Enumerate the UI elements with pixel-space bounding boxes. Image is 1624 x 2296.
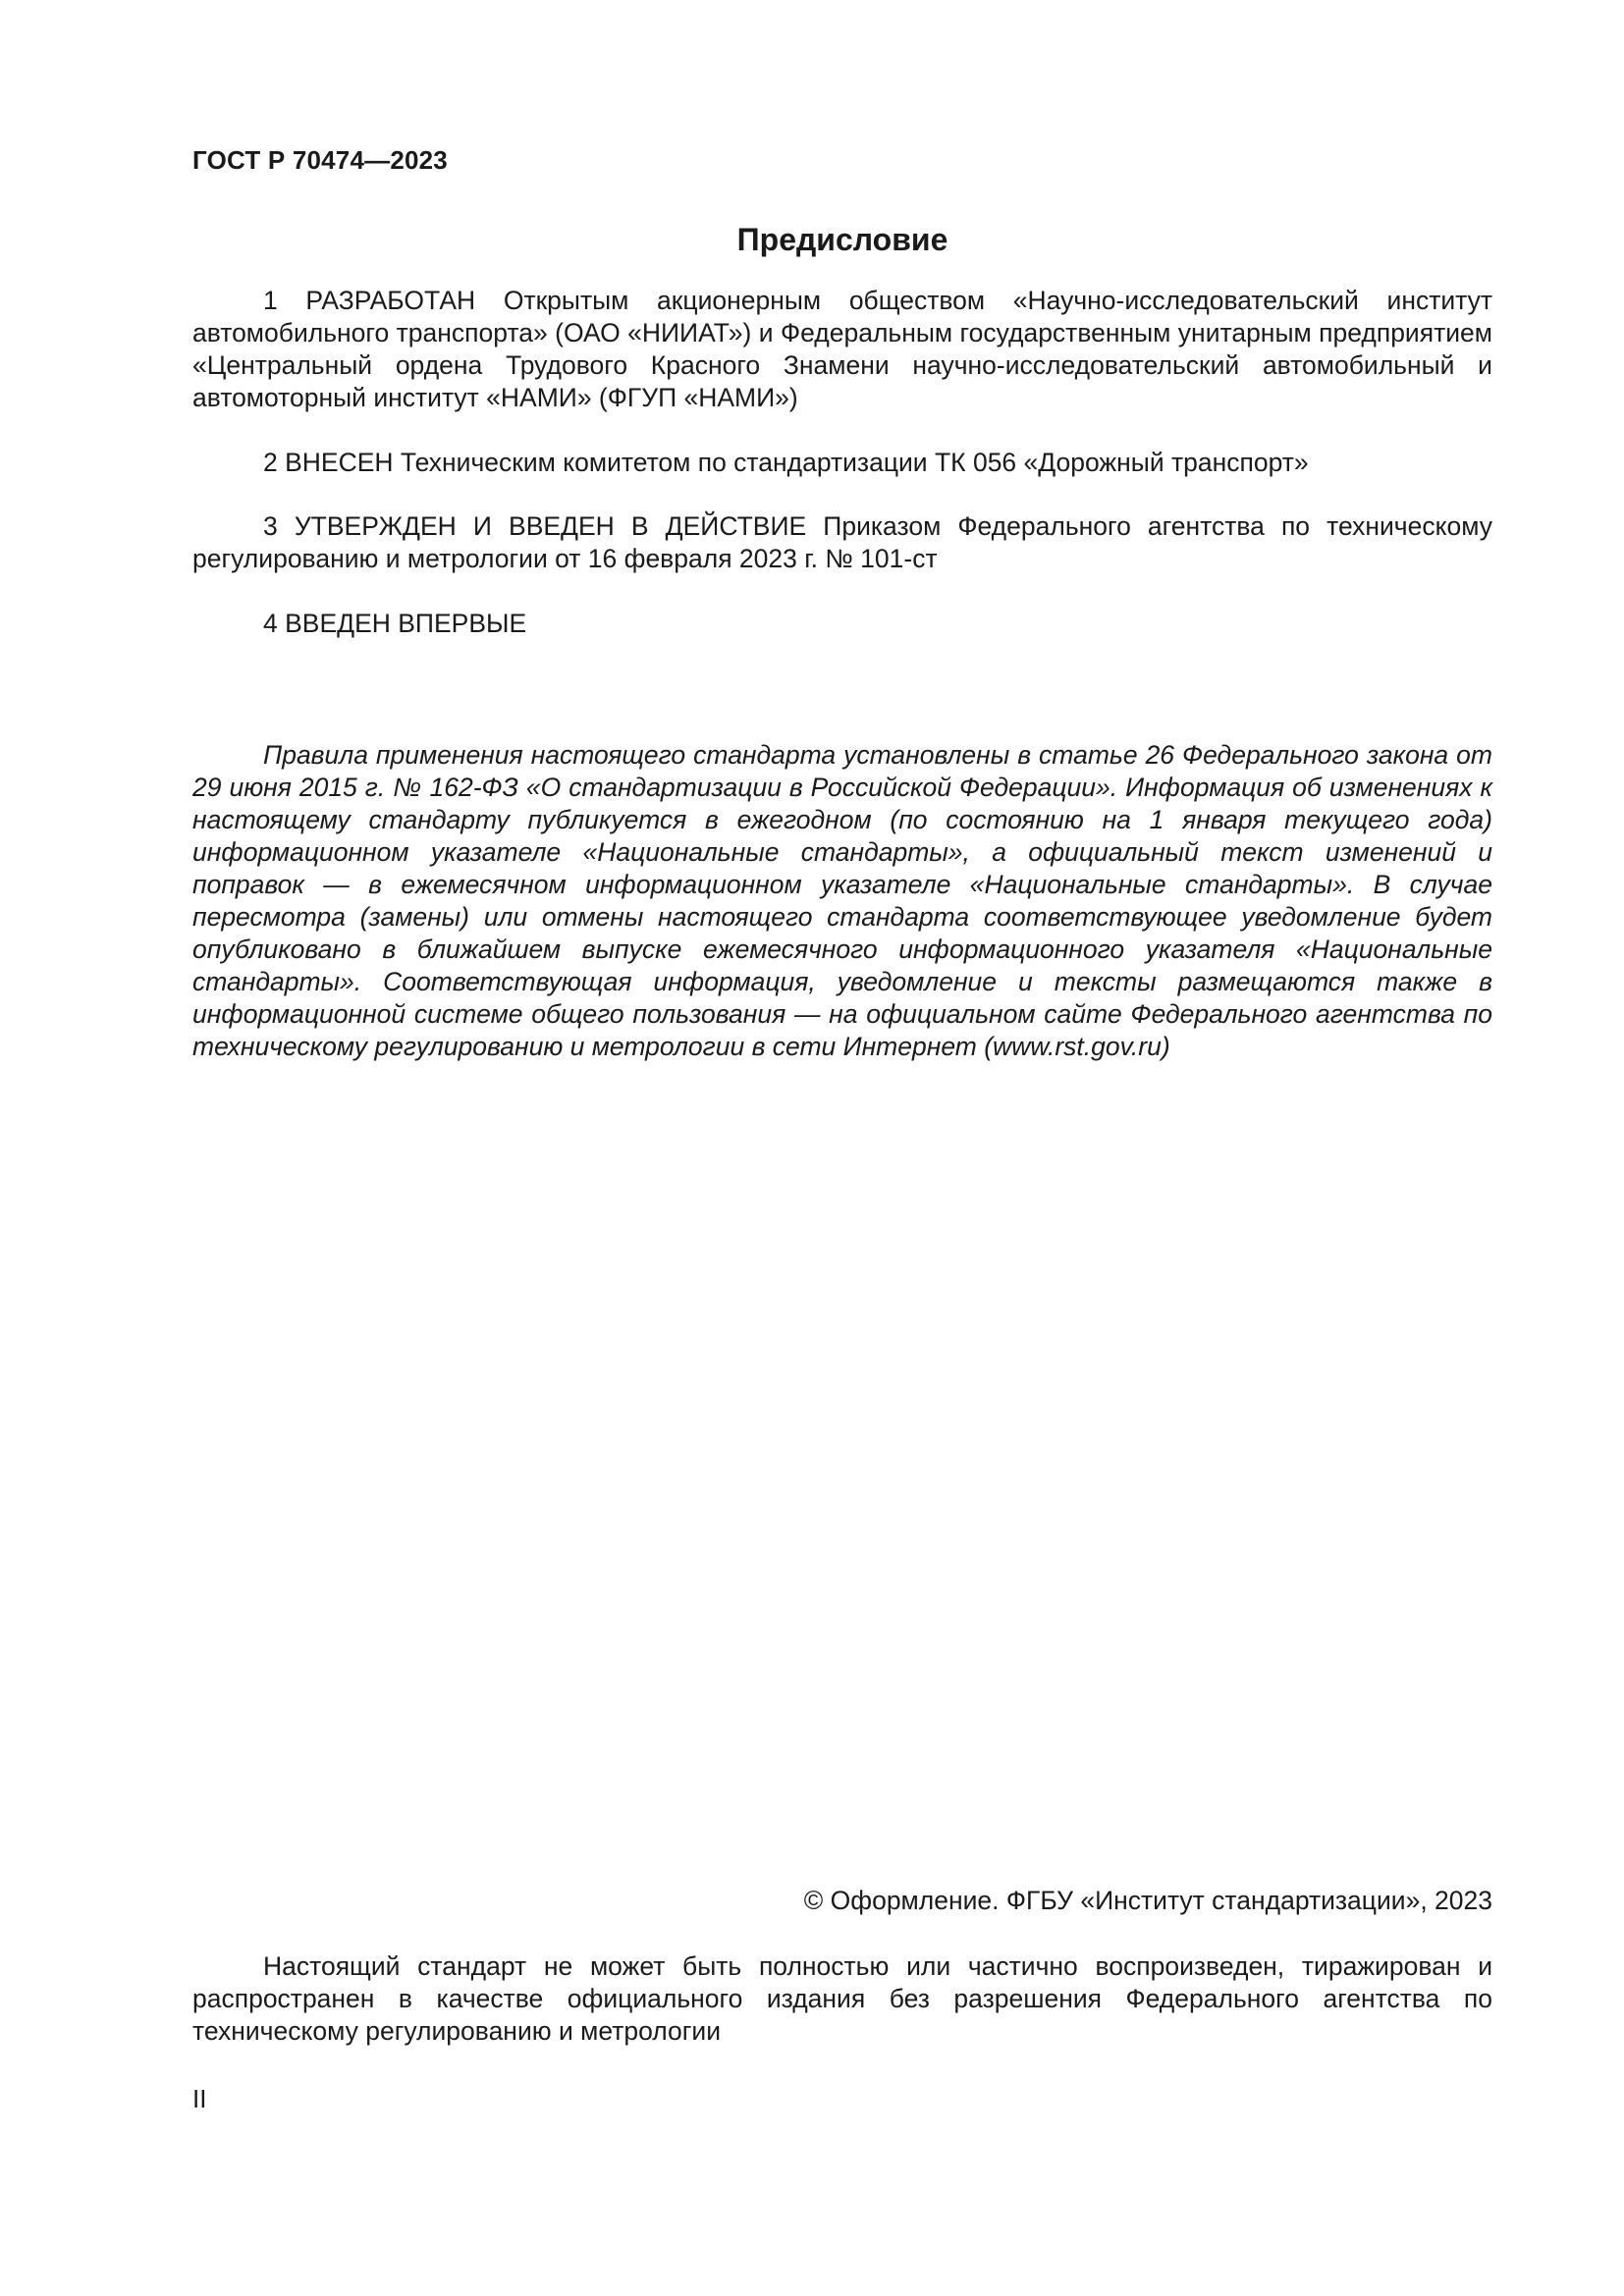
copyright-line: © Оформление. ФГБУ «Институт стандартизации», 2023 <box>803 1886 1492 1915</box>
standard-code-header: ГОСТ Р 70474—2023 <box>192 145 448 175</box>
foreword-item-introduced: 2 ВНЕСЕН Техническим комитетом по стандартизации ТК 056 «Дорожный транспорт» <box>263 448 1309 477</box>
foreword-item-approved: 3 УТВЕРЖДЕН И ВВЕДЕН В ДЕЙСТВИЕ Приказом Федерального агентства по техническому регулированию и метрологии от 16 февраля 2023 г. № 101-ст <box>192 511 1492 573</box>
application-rules-note: Правила применения настоящего стандарта установлены в статье 26 Федерального закона от 29 июня 2015 г. № 162-ФЗ «О стандартизации в Российской Федерации». Информация об изменениях к настоящему стандарту публикуется в ежегодном (по состоянию на 1 января текущего года) информационном указателе «Национальные стандарты», а официальный текст изменений и поправок — в ежемесячном информационном указателе «Национальные стандарты». В случае пересмотра (замены) или отмены настоящего стандарта соответствующее уведомление будет опубликовано в ближайшем выпуске ежемесячного информационного указателя «Национальные стандарты». Соответствующая информация, уведомление и тексты размещаются также в информационной системе общего пользования — на официальном сайте Федерального агентства по техническому регулированию и метрологии в сети Интернет (www.rst.gov.ru) <box>192 740 1492 1061</box>
foreword-item-first-time: 4 ВВЕДЕН ВПЕРВЫЕ <box>263 609 527 638</box>
page-title: Предисловие <box>736 222 948 257</box>
foreword-item-developed: 1 РАЗРАБОТАН Открытым акционерным обществом «Научно-исследовательский институт автомобильного транспорта» (ОАО «НИИАТ») и Федеральным государственным унитарным предприятием «Центральный ордена Трудового Красного Знамени научно-исследовательский автомобильный и автомоторный институт «НАМИ» (ФГУП «НАМИ») <box>192 286 1492 412</box>
page-number: II <box>192 2084 207 2113</box>
reproduction-notice: Настоящий стандарт не может быть полностью или частично воспроизведен, тиражирован и распространен в качестве официального издания без разрешения Федерального агентства по техническому регулированию и метрологии <box>192 1951 1492 2046</box>
